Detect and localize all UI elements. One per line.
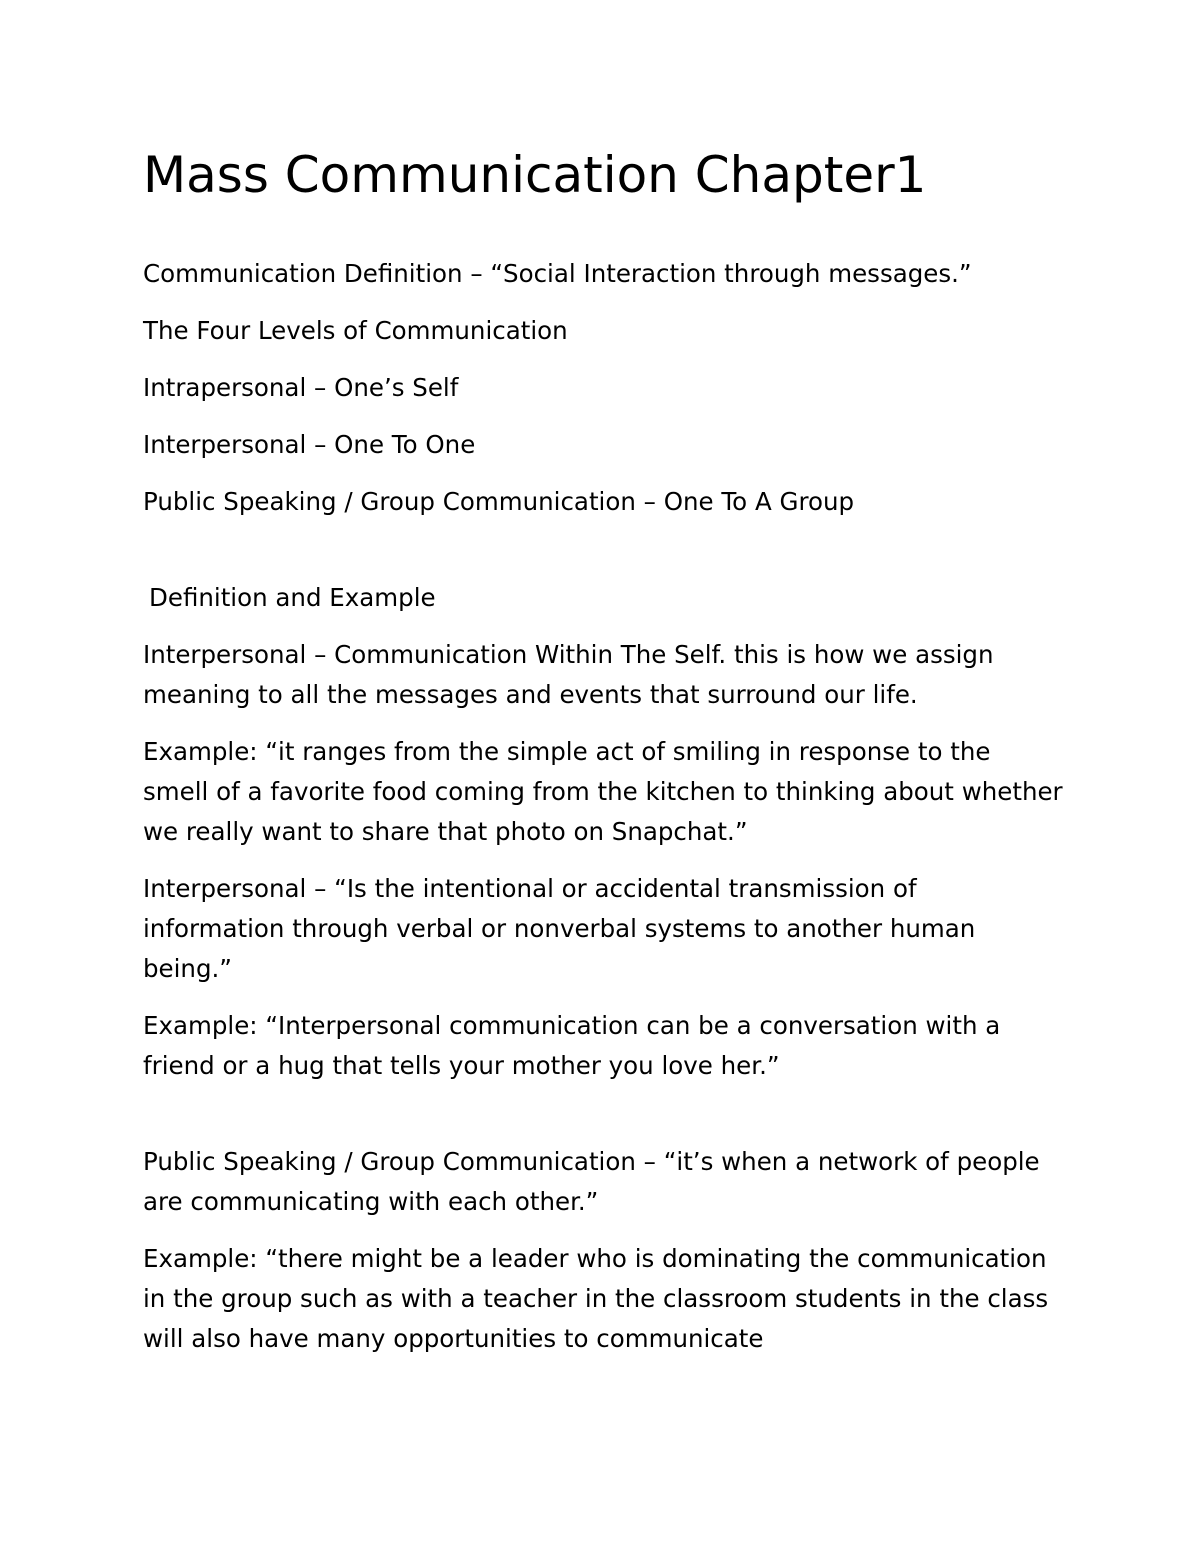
definition-example-heading: Definition and Example [149, 583, 436, 612]
interpersonal-self-definition: Interpersonal – Communication Within The Self. this is how we assign meaning to all the messages and events that surround our life. [143, 640, 994, 709]
intrapersonal-example: Example: “it ranges from the simple act of smiling in response to the smell of a favorite food coming from the kitchen to thinking about whether we really want to share that photo on Snapchat.” [143, 737, 1063, 846]
group-example: Example: “there might be a leader who is dominating the communication in the group such as with a teacher in the classroom students in the class will also have many opportunities to communicate [143, 1244, 1049, 1353]
level-item-intrapersonal: Intrapersonal – One’s Self [143, 373, 459, 402]
group-definition: Public Speaking / Group Communication – “it’s when a network of people are communicating with each other.” [143, 1147, 1040, 1216]
level-item-group: Public Speaking / Group Communication – One To A Group [143, 487, 855, 516]
document-body [143, 140, 1063, 1376]
document-title: Mass Communication Chapter1 [143, 146, 927, 204]
blank-line [143, 539, 1063, 578]
interpersonal-example: Example: “Interpersonal communication can be a conversation with a friend or a hug that tells your mother you love her.” [143, 1011, 1001, 1080]
level-item-interpersonal: Interpersonal – One To One [143, 430, 476, 459]
levels-heading: The Four Levels of Communication [143, 316, 568, 345]
blank-line [143, 1103, 1063, 1142]
interpersonal-definition: Interpersonal – “Is the intentional or accidental transmission of information through verbal or nonverbal systems to another human being.” [143, 874, 976, 983]
communication-definition: Communication Definition – “Social Interaction through messages.” [143, 259, 972, 288]
